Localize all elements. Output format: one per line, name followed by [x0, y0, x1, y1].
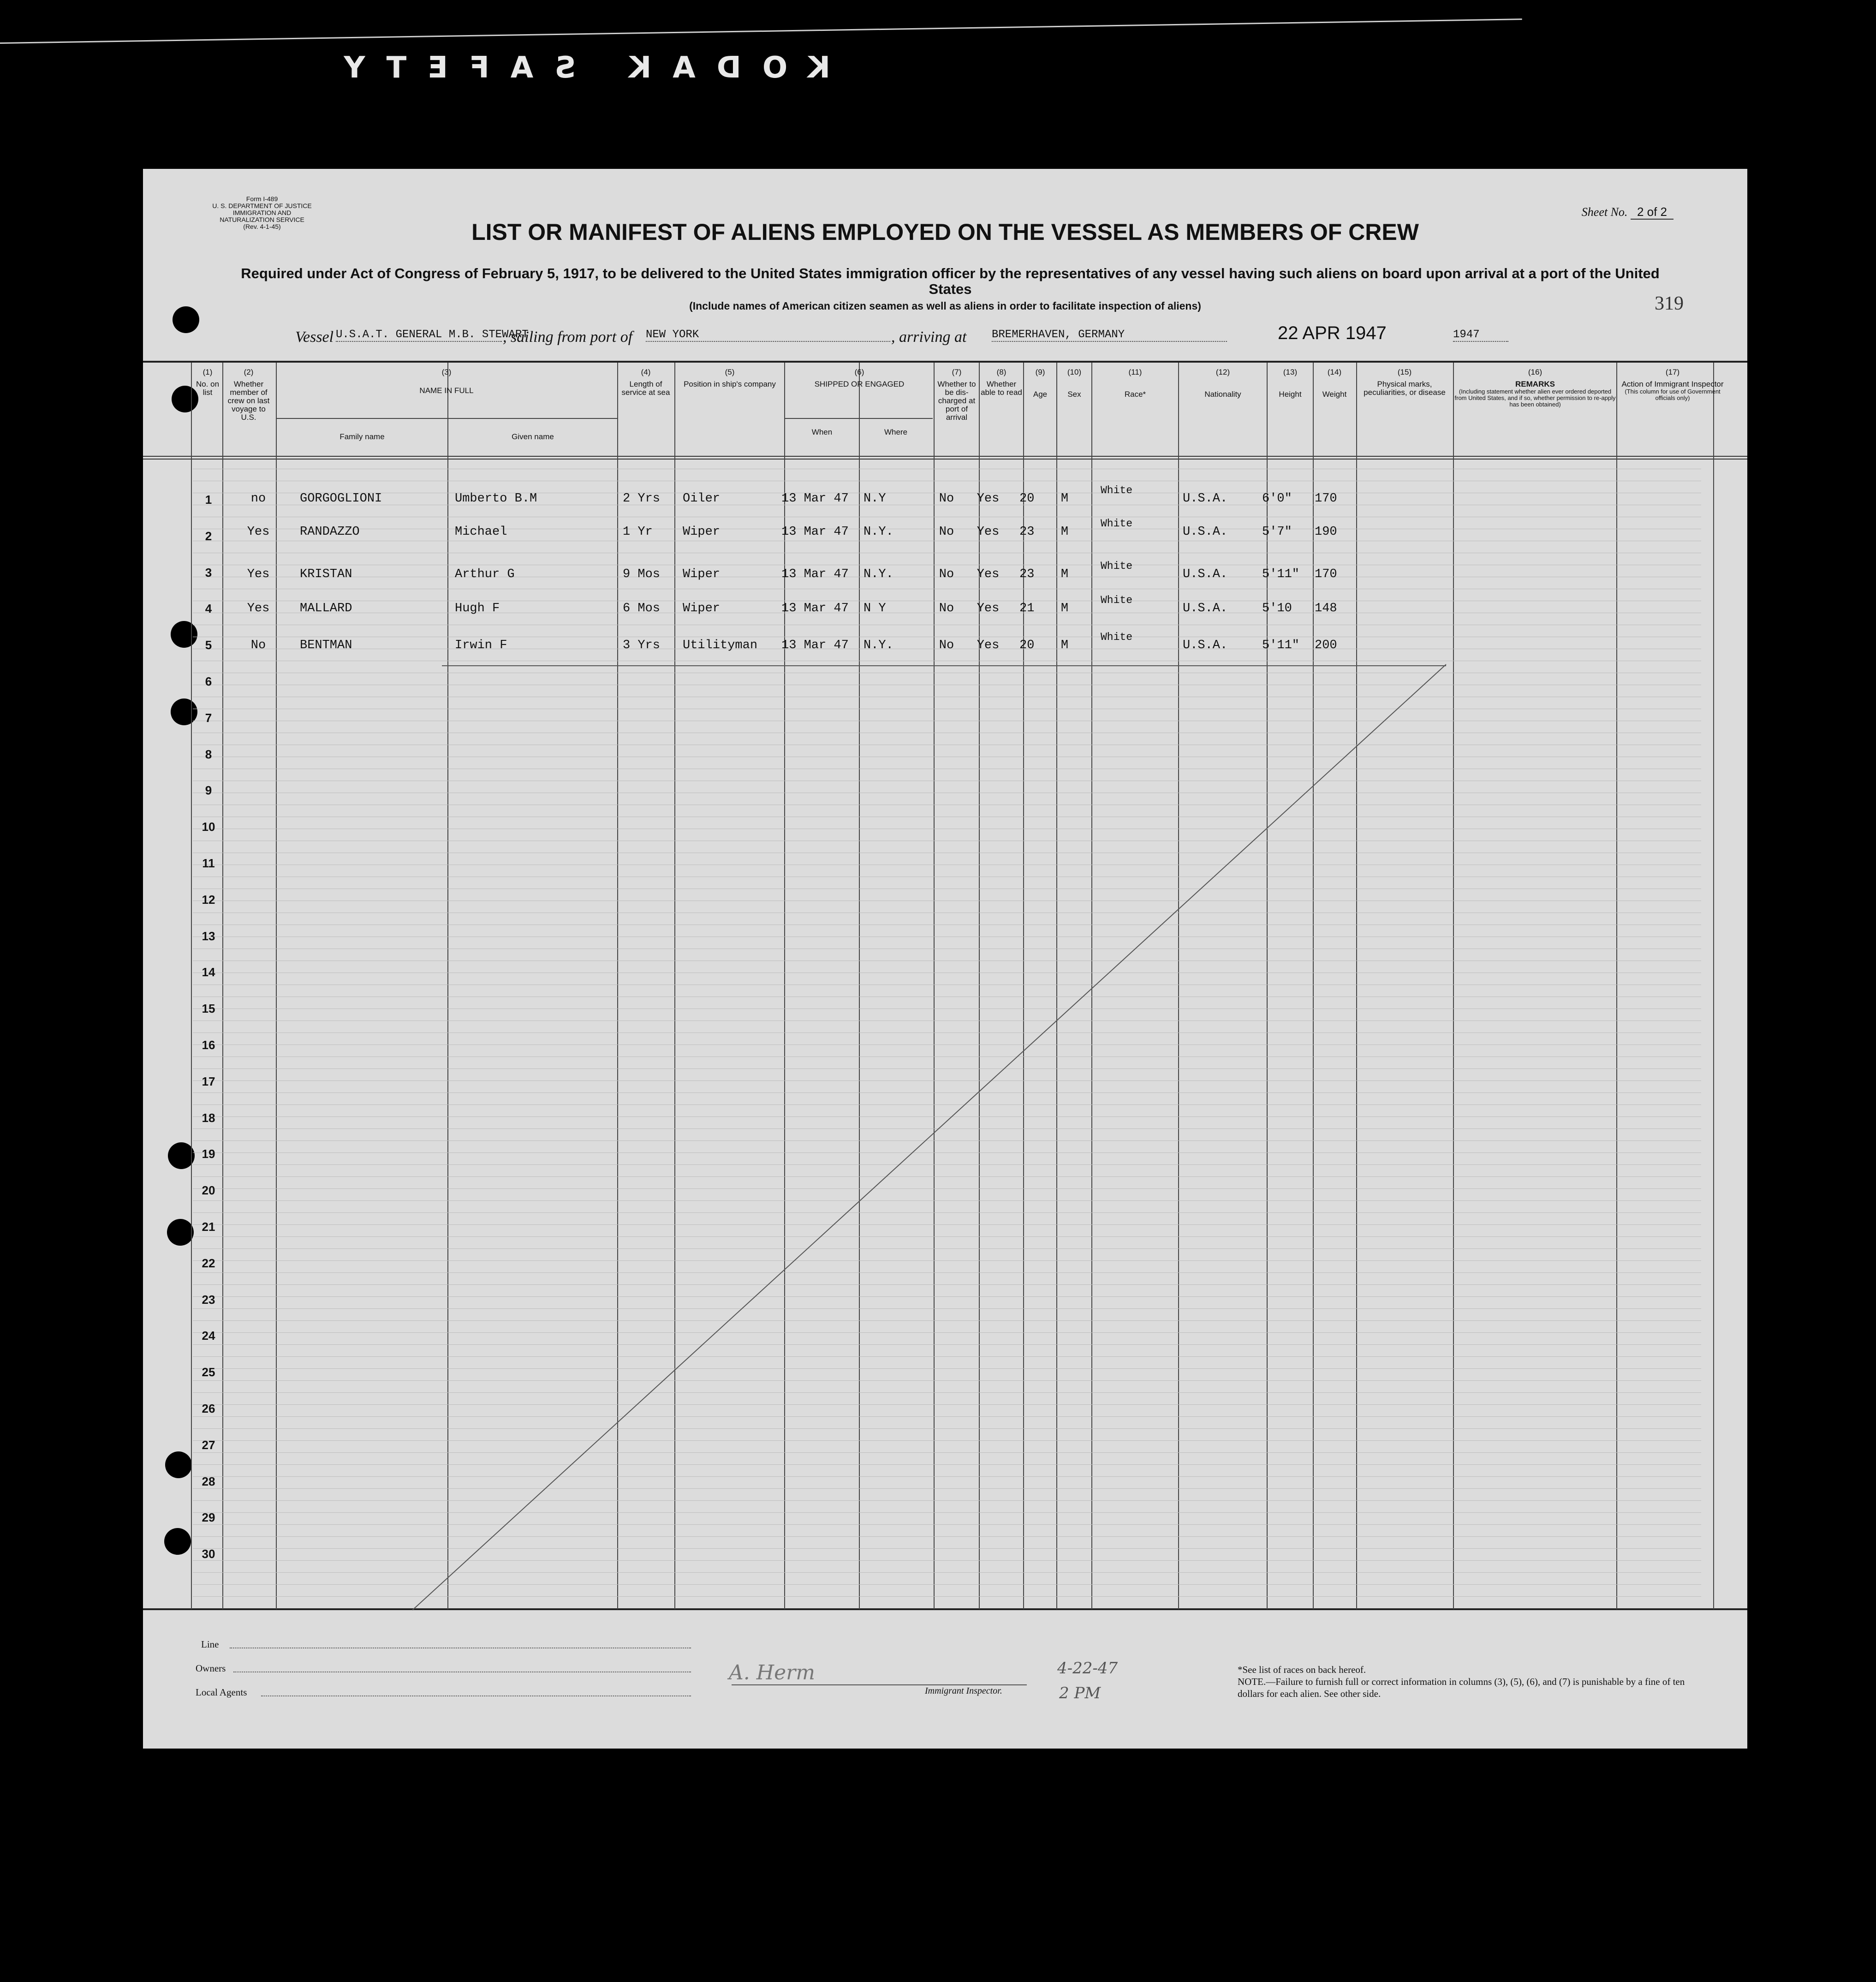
- row-number: 21: [202, 1220, 215, 1234]
- department-name: U. S. DEPARTMENT OF JUSTICE: [212, 202, 312, 209]
- header-physical-marks: (15) Physical marks, peculiarities, or disease: [1364, 368, 1446, 397]
- ship-position: Wiper: [683, 602, 721, 615]
- shipped-when: 13 Mar 47: [781, 567, 849, 581]
- row-number: 19: [202, 1147, 215, 1161]
- header-shipped-or-engaged: (6) SHIPPED OR ENGAGED: [814, 368, 905, 388]
- able-to-read: Yes: [977, 602, 1000, 615]
- discharged-at-arrival: No: [939, 602, 954, 615]
- height: 6'0": [1262, 492, 1292, 506]
- row-number: 30: [202, 1547, 215, 1561]
- header-given-name: Given name: [512, 432, 554, 441]
- row-number: 7: [205, 710, 212, 725]
- given-name: Umberto B.M: [455, 492, 537, 506]
- length-of-service: 6 Mos: [623, 602, 661, 615]
- race-note: *See list of races on back hereof.: [1238, 1664, 1366, 1675]
- weight: 190: [1315, 525, 1337, 539]
- row-number: 17: [202, 1074, 215, 1088]
- row-number: 15: [202, 1002, 215, 1016]
- family-name: KRISTAN: [300, 567, 352, 581]
- row-number: 1: [205, 493, 212, 507]
- length-of-service: 3 Yrs: [623, 639, 661, 652]
- weight: 200: [1315, 639, 1337, 652]
- length-of-service: 9 Mos: [623, 567, 661, 581]
- sex: M: [1060, 602, 1069, 615]
- vessel-label: Vessel: [295, 328, 334, 346]
- length-of-service: 1 Yr: [623, 525, 653, 539]
- signature-line: [732, 1684, 1027, 1685]
- height: 5'7": [1262, 525, 1292, 539]
- agents-field: [261, 1695, 691, 1696]
- race: White: [1101, 560, 1133, 572]
- manifest-sheet: [143, 169, 1747, 1749]
- revision-date: (Rev. 4-1-45): [243, 223, 281, 230]
- immigrant-inspector-label: Immigrant Inspector.: [925, 1686, 1002, 1696]
- shipped-where: N.Y.: [864, 525, 893, 539]
- page-title: LIST OR MANIFEST OF ALIENS EMPLOYED ON THE VESSEL AS MEMBERS OF CREW: [471, 219, 1419, 245]
- row-number: 20: [202, 1183, 215, 1198]
- row-number: 4: [205, 602, 212, 616]
- family-name: RANDAZZO: [300, 525, 360, 539]
- discharged-at-arrival: No: [939, 639, 954, 652]
- row-number: 25: [202, 1365, 215, 1379]
- crew-last-voyage: Yes: [247, 525, 270, 539]
- height: 5'11": [1262, 639, 1300, 652]
- date-stamp: 22 APR 1947: [1278, 323, 1387, 343]
- age: 23: [1019, 525, 1035, 539]
- form-number: Form I-489: [246, 195, 278, 203]
- length-of-service: 2 Yrs: [623, 492, 661, 506]
- shipped-when: 13 Mar 47: [781, 639, 849, 652]
- family-name: MALLARD: [300, 602, 352, 615]
- race: White: [1101, 594, 1133, 606]
- shipped-where: N Y: [864, 602, 886, 615]
- header-last-voyage: (2) Whether member of crew on last voyage to U.S.: [227, 368, 270, 422]
- owners-label: Owners: [196, 1663, 226, 1674]
- sex: M: [1060, 492, 1069, 506]
- row-number: 16: [202, 1038, 215, 1052]
- line-field: [230, 1647, 691, 1648]
- race: White: [1101, 518, 1133, 530]
- handwritten-date: 4-22-47: [1057, 1659, 1118, 1678]
- age: 21: [1019, 602, 1035, 615]
- able-to-read: Yes: [977, 639, 1000, 652]
- row-number: 8: [205, 747, 212, 761]
- weight: 170: [1315, 492, 1337, 506]
- ship-position: Utilityman: [683, 639, 758, 652]
- ship-position: Wiper: [683, 567, 721, 581]
- given-name: Irwin F: [455, 639, 507, 652]
- shipped-when: 13 Mar 47: [781, 602, 849, 615]
- sheet-value: 2 of 2: [1631, 205, 1674, 220]
- race: White: [1101, 484, 1133, 496]
- owners-field: [233, 1671, 691, 1672]
- header-weight: (14) Weight: [1322, 368, 1347, 399]
- film-edge-line: [0, 18, 1522, 44]
- row-number: 28: [202, 1474, 215, 1488]
- given-name: Hugh F: [455, 602, 500, 615]
- race: White: [1101, 631, 1133, 643]
- local-agents-label: Local Agents: [196, 1687, 247, 1698]
- row-number: 27: [202, 1438, 215, 1452]
- port-of-arrival: BREMERHAVEN, GERMANY: [992, 328, 1227, 342]
- crew-last-voyage: Yes: [247, 602, 270, 615]
- crew-last-voyage: no: [250, 492, 266, 506]
- header-family-name: Family name: [339, 432, 385, 441]
- row-number: 6: [205, 675, 212, 688]
- row-number: 29: [202, 1510, 215, 1525]
- row-number: 10: [202, 820, 215, 834]
- row-number: 23: [202, 1292, 215, 1307]
- header-age: (9) Age: [1033, 368, 1048, 399]
- age: 20: [1019, 639, 1035, 652]
- given-name: Michael: [455, 525, 507, 539]
- family-name: GORGOGLIONI: [300, 492, 382, 506]
- shipped-where: N.Y: [864, 492, 886, 506]
- stamp-number: 319: [1655, 293, 1684, 314]
- header-sex: (10) Sex: [1067, 368, 1082, 399]
- family-name: BENTMAN: [300, 639, 352, 652]
- row-number: 3: [205, 565, 212, 579]
- handwritten-time: 2 PM: [1059, 1684, 1101, 1702]
- shipped-when: 13 Mar 47: [781, 492, 849, 506]
- nationality: U.S.A.: [1183, 492, 1228, 506]
- row-number: 12: [202, 892, 215, 907]
- nationality: U.S.A.: [1183, 525, 1228, 539]
- height: 5'11": [1262, 567, 1300, 581]
- discharged-at-arrival: No: [939, 492, 954, 506]
- sex: M: [1060, 567, 1069, 581]
- sex: M: [1060, 525, 1069, 539]
- vessel-name: U.S.A.T. GENERAL M.B. STEWART: [336, 328, 529, 341]
- height: 5'10: [1262, 602, 1292, 615]
- given-name: Arthur G: [455, 567, 515, 581]
- header-nationality: (12) Nationality: [1204, 368, 1241, 399]
- header-position: (5) Position in ship's company: [684, 368, 776, 388]
- row-number: 9: [205, 783, 212, 798]
- row-number: 18: [202, 1110, 215, 1125]
- crew-last-voyage: No: [250, 639, 266, 652]
- age: 23: [1019, 567, 1035, 581]
- able-to-read: Yes: [977, 525, 1000, 539]
- film-edge-text: KODAK SAFETY: [322, 51, 830, 85]
- cancel-diagonal-line: [143, 169, 1747, 1749]
- crew-last-voyage: Yes: [247, 567, 270, 581]
- header-inspector-action: (17) Action of Immigrant Inspector (This column for use of Government officials only): [1621, 368, 1724, 401]
- header-no-on-list: (1) No. on list: [196, 368, 220, 397]
- nationality: U.S.A.: [1183, 567, 1228, 581]
- ship-position: Oiler: [683, 492, 721, 506]
- shipped-where: N.Y.: [864, 567, 893, 581]
- row-number: 2: [205, 529, 212, 543]
- ship-position: Wiper: [683, 525, 721, 539]
- service-name: IMMIGRATION AND NATURALIZATION SERVICE: [220, 209, 304, 223]
- header-race: (11) Race*: [1124, 368, 1146, 399]
- row-number: 5: [205, 638, 212, 652]
- inspector-signature: A. Herm: [729, 1661, 815, 1684]
- header-when: When: [811, 428, 833, 436]
- header-length-of-service: (4) Length of service at sea: [621, 368, 670, 397]
- header-discharged: (7) Whether to be dis-charged at port of arrival: [937, 368, 976, 422]
- page-subnote: (Include names of American citizen seamen as well as aliens in order to facilitate inspection of aliens): [689, 300, 1201, 312]
- weight: 148: [1315, 602, 1337, 615]
- header-height: (13) Height: [1279, 368, 1302, 399]
- sex: M: [1060, 639, 1069, 652]
- age: 20: [1019, 492, 1035, 506]
- page-subtitle: Required under Act of Congress of February 5, 1917, to be delivered to the United States immigration officer by the representatives of any vessel having such aliens on board upon arrival at a port of the United States: [241, 265, 1660, 297]
- nationality: U.S.A.: [1183, 639, 1228, 652]
- penalty-note: NOTE.—Failure to furnish full or correct information in columns (3), (5), (6), and (7) is punishable by a fine of ten dollars for each alien. See other side.: [1238, 1676, 1685, 1699]
- header-able-to-read: (8) Whether able to read: [981, 368, 1022, 397]
- able-to-read: Yes: [977, 567, 1000, 581]
- header-where: Where: [884, 428, 908, 436]
- row-number: 22: [202, 1256, 215, 1270]
- header-remarks: (16) REMARKS (Including statement whether alien ever ordered deported from United States, and if so, whether permission to re-apply has been obtained): [1454, 368, 1616, 408]
- footnote: [1238, 1664, 1690, 1700]
- port-of-departure: NEW YORK: [646, 328, 890, 342]
- line-label: Line: [201, 1639, 219, 1650]
- discharged-at-arrival: No: [939, 567, 954, 581]
- arrival-year: 1947: [1453, 328, 1508, 342]
- row-number: 13: [202, 929, 215, 943]
- weight: 170: [1315, 567, 1337, 581]
- header-name-in-full: (3) NAME IN FULL: [419, 368, 474, 395]
- able-to-read: Yes: [977, 492, 1000, 506]
- row-number: 11: [202, 856, 215, 870]
- row-number: 14: [202, 965, 215, 979]
- sailing-label: , sailing from port of: [503, 328, 633, 346]
- nationality: U.S.A.: [1183, 602, 1228, 615]
- sheet-label: Sheet No.: [1581, 205, 1628, 219]
- shipped-where: N.Y.: [864, 639, 893, 652]
- row-number: 26: [202, 1402, 215, 1415]
- discharged-at-arrival: No: [939, 525, 954, 539]
- shipped-when: 13 Mar 47: [781, 525, 849, 539]
- row-number: 24: [202, 1329, 215, 1343]
- arriving-label: , arriving at: [891, 328, 967, 346]
